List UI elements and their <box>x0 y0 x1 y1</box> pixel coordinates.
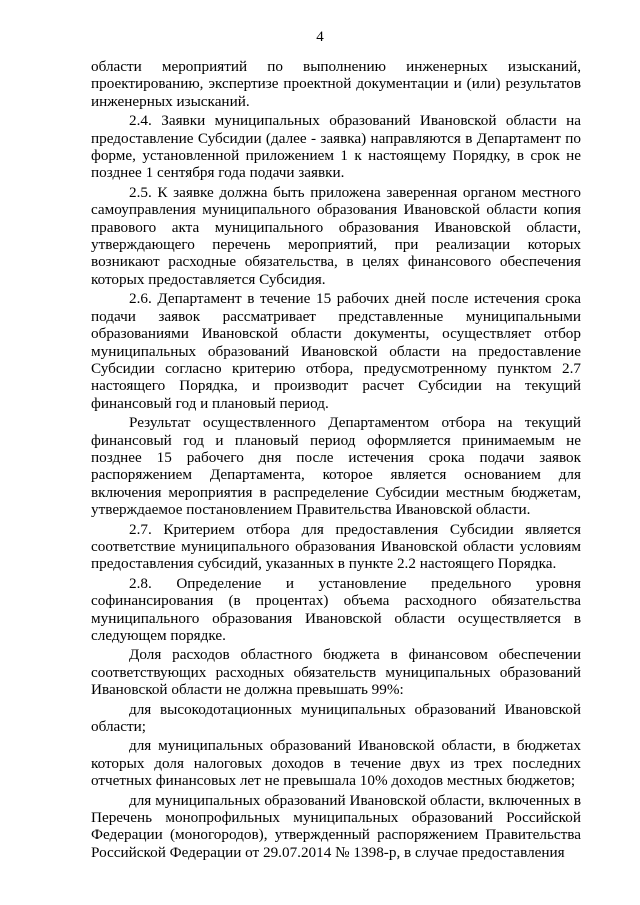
document-body <box>91 58 581 861</box>
page-number: 4 <box>316 29 324 45</box>
paragraph-budget-share: Доля расходов областного бюджета в финансовом обеспечении соответствующих расходных обязательств муниципальных образований Ивановской области не должна превышать 99%: <box>91 646 581 699</box>
list-item-high-subsidy: для высокодотационных муниципальных образований Ивановской области; <box>91 700 581 736</box>
list-item-tax-share: для муниципальных образований Ивановской области, в бюджетах которых доля налоговых доходов в течение двух из трех последних отчетных финансовых лет не превышала 10% доходов местных бюджетов; <box>91 737 581 790</box>
paragraph-continuation: области мероприятий по выполнению инженерных изысканий, проектированию, экспертизе проектной документации и (или) результатов инженерных изысканий. <box>91 58 581 110</box>
list-item-monotowns: для муниципальных образований Ивановской области, включенных в Перечень монопрофильных муниципальных образований Российской Федерации (моногородов), утвержденный распоряжением Правительства Российской Федерации от 29.07.2014 № 1398-р, в случае предоставления <box>91 791 581 861</box>
paragraph-2-7: 2.7. Критерием отбора для предоставления Субсидии является соответствие муниципального образования Ивановской области условиям предоставления субсидий, указанных в пункте 2.2 настоящего Порядка. <box>91 520 581 573</box>
paragraph-2-5: 2.5. К заявке должна быть приложена заверенная органом местного самоуправления муниципального образования Ивановской области копия правового акта муниципального образования Ивановской области, утверждающего перечень мероприятий, при реализации которых возникают расходные обязательства, в целях финансового обеспечения которых предоставляется Субсидия. <box>91 183 581 288</box>
paragraph-2-8: 2.8. Определение и установление предельного уровня софинансирования (в процентах) объема расходного обязательства муниципального образования Ивановской области осуществляется в следующем порядке. <box>91 574 581 644</box>
paragraph-2-4: 2.4. Заявки муниципальных образований Ивановской области на предоставление Субсидии (далее - заявка) направляются в Департамент по форме, установленной приложением 1 к настоящему Порядку, в срок не позднее 1 сентября года подачи заявки. <box>91 112 581 182</box>
paragraph-2-6: 2.6. Департамент в течение 15 рабочих дней после истечения срока подачи заявок рассматривает представленные муниципальными образованиями Ивановской области документы, осуществляет отбор муниципальных образований Ивановской области на предоставление Субсидии согласно критерию отбора, предусмотренному пунктом 2.7 настоящего Порядка, и производит расчет Субсидии на текущий финансовый год и плановый период. <box>91 290 581 412</box>
paragraph-selection-result: Результат осуществленного Департаментом отбора на текущий финансовый год и плановый период оформляется принимаемым не позднее 15 рабочего дня после истечения срока подачи заявок распоряжением Департамента, которое является основанием для включения мероприятия в распределение Субсидии местным бюджетам, утверждаемое постановлением Правительства Ивановской области. <box>91 414 581 519</box>
